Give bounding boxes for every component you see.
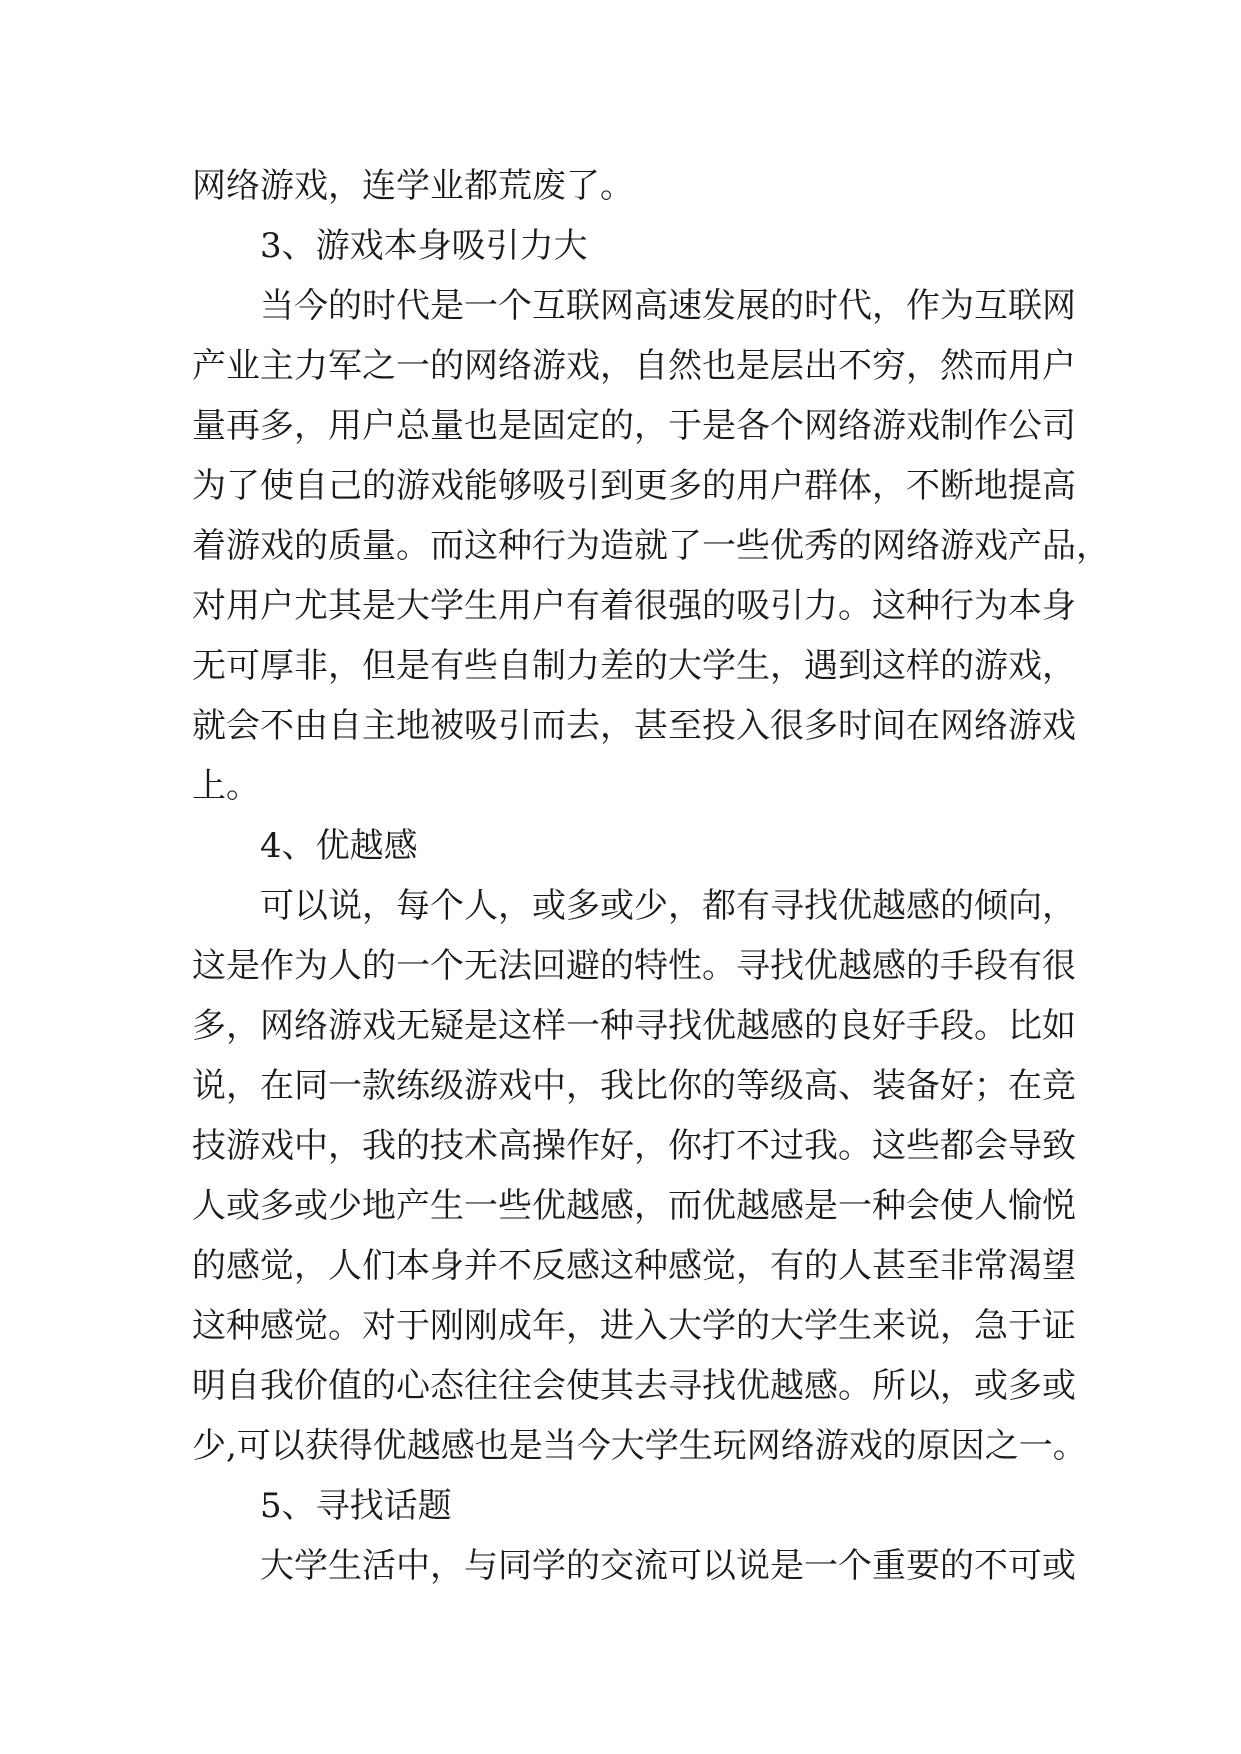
paragraph-line: 这种感觉。对于刚刚成年，进入大学的大学生来说，急于证 [192, 1306, 1076, 1346]
section-heading-4: 4、优越感 [260, 826, 418, 866]
paragraph-line-continuation: 网络游戏，连学业都荒废了。 [192, 166, 634, 206]
paragraph-line: 着游戏的质量。而这种行为造就了一些优秀的网络游戏产品， [192, 526, 1110, 566]
paragraph-line-last: 上。 [192, 766, 260, 806]
paragraph-line: 无可厚非，但是有些自制力差的大学生，遇到这样的游戏， [192, 646, 1076, 686]
paragraph-line: 可以说，每个人，或多或少，都有寻找优越感的倾向， [260, 886, 1076, 926]
paragraph-line: 这是作为人的一个无法回避的特性。寻找优越感的手段有很 [192, 946, 1076, 986]
paragraph-line: 的感觉，人们本身并不反感这种感觉，有的人甚至非常渴望 [192, 1246, 1076, 1286]
section-heading-3: 3、游戏本身吸引力大 [260, 226, 588, 266]
paragraph-line: 技游戏中，我的技术高操作好，你打不过我。这些都会导致 [192, 1126, 1076, 1166]
paragraph-line: 当今的时代是一个互联网高速发展的时代，作为互联网 [260, 286, 1076, 326]
paragraph-line: 量再多，用户总量也是固定的，于是各个网络游戏制作公司 [192, 406, 1076, 446]
paragraph-line-last: 少,可以获得优越感也是当今大学生玩网络游戏的原因之一。 [192, 1426, 1087, 1466]
paragraph-line: 产业主力军之一的网络游戏，自然也是层出不穷，然而用户 [192, 346, 1076, 386]
paragraph-line: 说，在同一款练级游戏中，我比你的等级高、装备好；在竞 [192, 1066, 1076, 1106]
paragraph-line: 对用户尤其是大学生用户有着很强的吸引力。这种行为本身 [192, 586, 1076, 626]
section-heading-5: 5、寻找话题 [260, 1486, 452, 1526]
paragraph-line: 多，网络游戏无疑是这样一种寻找优越感的良好手段。比如 [192, 1006, 1076, 1046]
paragraph-line: 就会不由自主地被吸引而去，甚至投入很多时间在网络游戏 [192, 706, 1076, 746]
paragraph-line: 人或多或少地产生一些优越感，而优越感是一种会使人愉悦 [192, 1186, 1076, 1226]
paragraph-line: 大学生活中，与同学的交流可以说是一个重要的不可或 [260, 1546, 1076, 1586]
paragraph-line: 为了使自己的游戏能够吸引到更多的用户群体，不断地提高 [192, 466, 1076, 506]
paragraph-line: 明自我价值的心态往往会使其去寻找优越感。所以，或多或 [192, 1366, 1076, 1406]
